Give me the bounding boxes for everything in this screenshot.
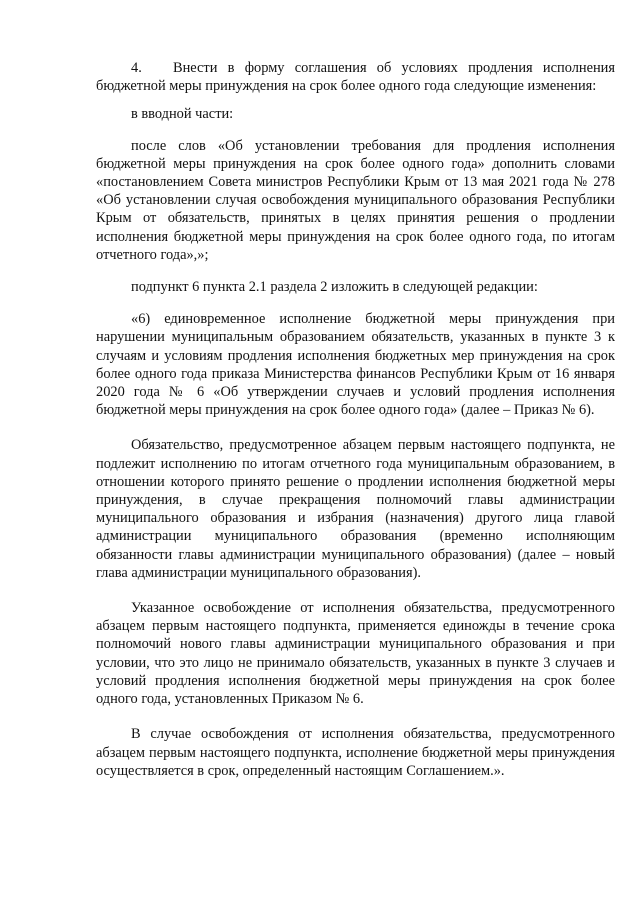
paragraph-exemption: Указанное освобождение от исполнения обязательства, предусмотренного абзацем первым настоящего подпункта, применяется единожды в течение срока полномочий нового главы администрации муниципального образования и при условии, что это лицо не принимало обязательств, указанных в пункте 3 случаев и условий продления исполнения бюджетной меры принуждения на срок более одного года, установленных Приказом № 6. [96,600,615,708]
paragraph-subitem-6: подпункт 6 пункта 2.1 раздела 2 изложить в следующей редакции: [131,279,538,296]
paragraph-final: В случае освобождения от исполнения обязательства, предусмотренного абзацем первым настоящего подпункта, исполнение бюджетной меры принуждения осуществляется в срок, определенный настоящим Соглашением.». [96,726,615,779]
paragraph-item-4 [96,59,615,95]
paragraph-quote-6: «6) единовременное исполнение бюджетной меры принуждения при нарушении муниципальным образованием обязательств, указанных в пункте 3 к случаям и условиям продления исполнения бюджетных мер принуждения на срок более одного года приказа Министерства финансов Республики Крым от 16 января 2020 года № 6 «Об утверждении случаев и условий продления исполнения бюджетной меры принуждения на срок более одного года» (далее – Приказ № 6). [96,311,615,419]
paragraph-after-words: после слов «Об установлении требования для продления исполнения бюджетной меры принуждения на срок более одного года» дополнить словами «постановлением Совета министров Республики Крым от 13 мая 2021 года № 278 «Об установлении случая освобождения муниципального образования Республики Крым от обязательств, принятых в целях принятия решения о продлении исполнения бюджетной меры принуждения на срок более одного года, по итогам отчетного года»,»; [96,137,615,263]
paragraph-obligation: Обязательство, предусмотренное абзацем первым настоящего подпункта, не подлежит исполнению по итогам отчетного года муниципальным образованием, в отношении которого принято решение о продлении исполнения бюджетной меры принуждения, в случае прекращения полномочий главы администрации муниципального образования и избрания (назначения) другого лица главой администрации муниципального образования (временно исполняющим обязанности главы администрации муниципального образования) (далее – новый глава администрации муниципального образования). [96,437,615,581]
document-page [96,59,615,780]
item-number: 4. [131,60,142,76]
paragraph-intro-part: в вводной части: [131,106,234,123]
paragraph-1-text: Внести в форму соглашения об условиях продления исполнения бюджетной меры принуждения на срок более одного года следующие изменения: [96,60,615,95]
